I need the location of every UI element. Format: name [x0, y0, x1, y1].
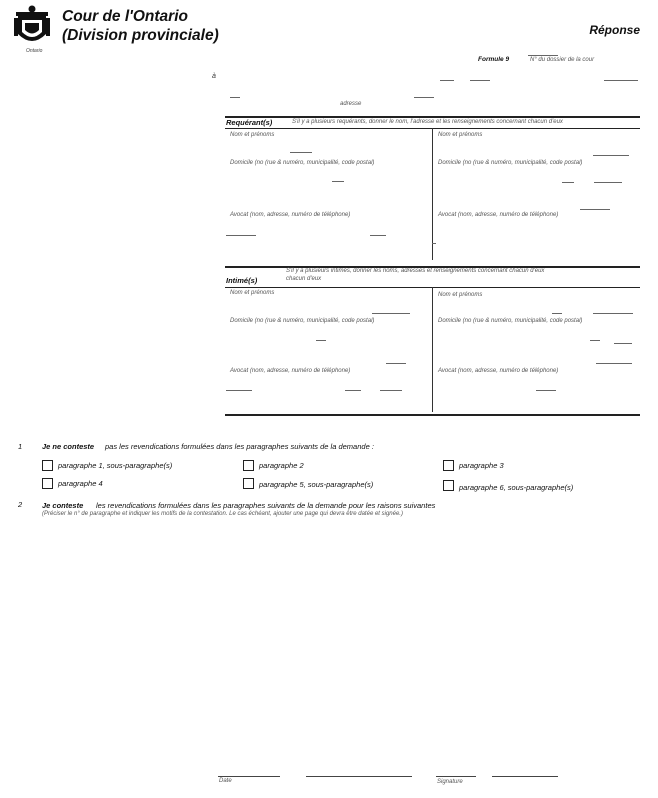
blank-line [230, 97, 240, 98]
date-line-2 [306, 776, 412, 777]
a-label: à [212, 73, 216, 80]
section2-text: les revendications formulées dans les paragraphes suivants de la demande pour les raisons suivantes [96, 501, 436, 510]
date-line [218, 776, 280, 777]
blank-line [593, 155, 629, 156]
section1-number: 1 [18, 442, 23, 451]
option-paragraph-6: paragraphe 6, sous-paragraphe(s) [459, 483, 574, 492]
requerant2-domicile-label: Domicile (no (rue & numéro, municipalité, code postal) [438, 160, 583, 166]
intimes-heading: Intimé(s) [226, 276, 258, 285]
court-file-line [528, 55, 558, 56]
option-paragraph-4: paragraphe 4 [58, 479, 103, 488]
requerant-domicile-label: Domicile (no (rue & numéro, municipalité, code postal) [230, 160, 375, 166]
blank-line [536, 390, 556, 391]
signature-line-2 [492, 776, 558, 777]
checkbox-paragraph-5[interactable] [243, 478, 254, 489]
section2-note: (Préciser le n° de paragraphe et indiquer les motifs de la contestation. Le cas échéant, ajouter une page qui devra être datée et signée.) [42, 511, 403, 517]
checkbox-paragraph-2[interactable] [243, 460, 254, 471]
signature-line [436, 776, 476, 777]
form-number: Formule 9 [478, 56, 510, 63]
intime-name-label: Nom et prénoms [230, 290, 275, 296]
intime2-domicile-label: Domicile (no (rue & numéro, municipalité, code postal) [438, 318, 583, 324]
section2-number: 2 [18, 500, 23, 509]
section1-bold: Je ne conteste [42, 442, 95, 451]
option-paragraph-5: paragraphe 5, sous-paragraphe(s) [259, 480, 374, 489]
rule [225, 116, 640, 118]
blank-line [593, 313, 633, 314]
blank-line [562, 182, 574, 183]
intimes-note: S'il y a plusieurs intimés, donner les noms, adresses et renseignements concernant chacun d'eux [286, 268, 545, 274]
section1-text: pas les revendications formulées dans les paragraphes suivants de la demande : [105, 442, 374, 451]
blank-line [380, 390, 402, 391]
column-divider [432, 128, 433, 260]
ontario-crest-icon [14, 4, 50, 48]
blank-line [332, 181, 344, 182]
requerants-heading: Requérant(s) [226, 118, 273, 127]
blank-line [580, 209, 610, 210]
crest-caption: Ontario [26, 48, 43, 54]
intime2-name-label: Nom et prénoms [438, 292, 483, 298]
option-paragraph-2: paragraphe 2 [259, 461, 304, 470]
requerants-note: S'il y a plusieurs requérants, donner le nom, l'adresse et les renseignements concernant chacun d'eux [292, 119, 563, 125]
blank-line [226, 235, 256, 236]
blank-line [370, 235, 386, 236]
blank-line [614, 343, 632, 344]
blank-line [604, 80, 638, 81]
intimes-note-2: chacun d'eux [286, 276, 322, 282]
blank-line [440, 80, 454, 81]
option-paragraph-3: paragraphe 3 [459, 461, 504, 470]
blank-line [594, 182, 622, 183]
document-title: Réponse [589, 23, 640, 37]
blank-line [316, 340, 326, 341]
checkbox-paragraph-4[interactable] [42, 478, 53, 489]
blank-line [470, 80, 490, 81]
address-label: adresse [340, 101, 362, 107]
court-file-label: N° du dossier de la cour [530, 57, 595, 63]
checkbox-paragraph-1[interactable] [42, 460, 53, 471]
intime-avocat-label: Avocat (nom, adresse, numéro de téléphone) [230, 368, 351, 374]
blank-line [432, 243, 436, 244]
requerant2-name-label: Nom et prénoms [438, 132, 483, 138]
rule [225, 414, 640, 416]
court-title: Cour de l'Ontario [62, 8, 188, 25]
checkbox-paragraph-6[interactable] [443, 480, 454, 491]
blank-line [345, 390, 361, 391]
blank-line [226, 390, 252, 391]
blank-line [552, 313, 562, 314]
section2-bold: Je conteste [42, 501, 84, 510]
requerant-avocat-label: Avocat (nom, adresse, numéro de téléphone) [230, 212, 351, 218]
blank-line [596, 363, 632, 364]
blank-line [372, 313, 410, 314]
blank-line [386, 363, 406, 364]
blank-line [590, 340, 600, 341]
intime2-avocat-label: Avocat (nom, adresse, numéro de téléphone) [438, 368, 559, 374]
requerant2-avocat-label: Avocat (nom, adresse, numéro de téléphone) [438, 212, 559, 218]
blank-line [290, 152, 312, 153]
date-label: Date [219, 778, 232, 784]
court-division: (Division provinciale) [62, 27, 219, 44]
blank-line [414, 97, 434, 98]
signature-label: Signature [437, 779, 463, 785]
option-paragraph-1: paragraphe 1, sous-paragraphe(s) [58, 461, 173, 470]
column-divider [432, 287, 433, 412]
checkbox-paragraph-3[interactable] [443, 460, 454, 471]
intime-domicile-label: Domicile (no (rue & numéro, municipalité, code postal) [230, 318, 375, 324]
requerant-name-label: Nom et prénoms [230, 132, 275, 138]
